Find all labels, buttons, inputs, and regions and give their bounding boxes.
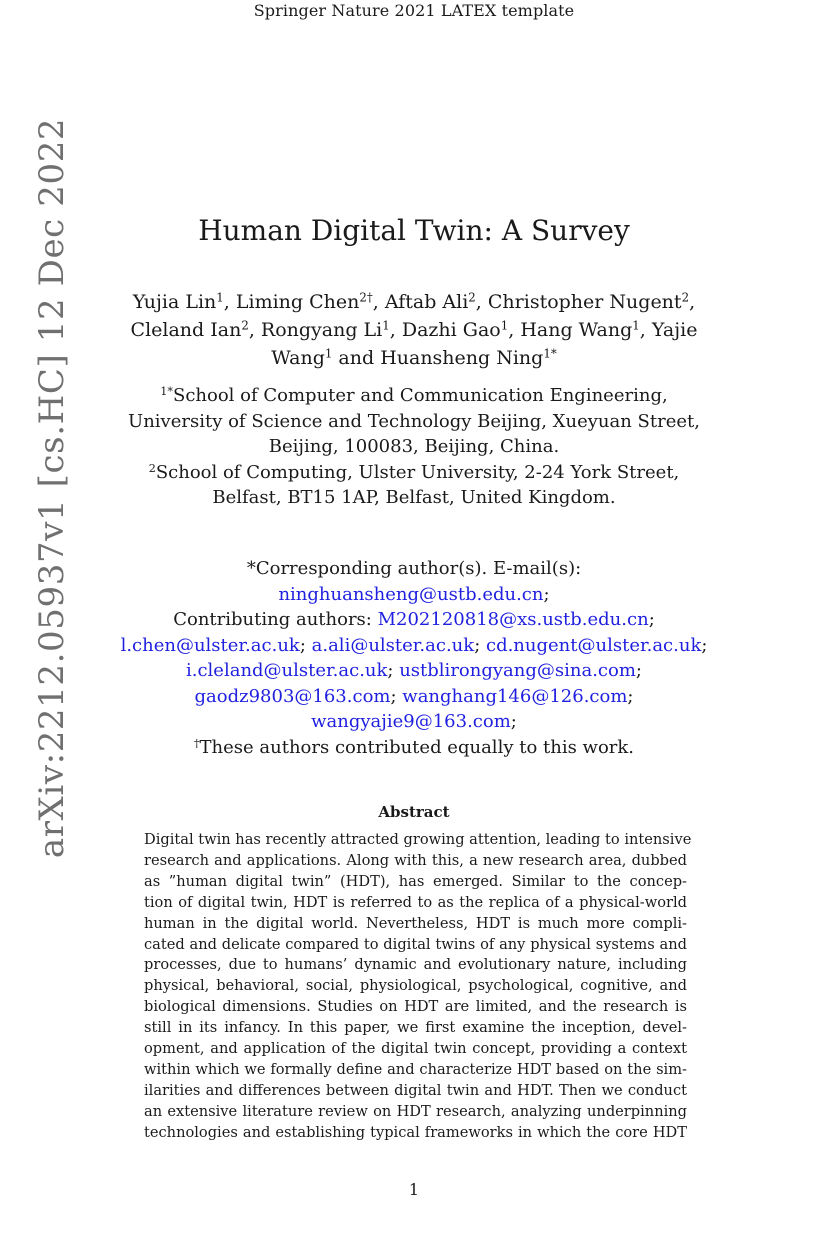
author-name: Christopher Nugent [487,291,682,313]
abstract-line: cated and delicate compared to digital twins of any physical systems and [144,935,687,953]
running-header [0,1,828,20]
author-name: Liming Chen [235,291,360,313]
author-name: Yujia Lin [132,291,217,313]
author-affiliation-mark: 2 [681,290,690,305]
author-affiliation-mark: 1 [500,318,509,333]
author-affiliation-mark: 2 [241,318,249,333]
author-name: Huansheng Ning [380,347,544,369]
abstract-line: research and applications. Along with this, a new research area, dubbed [144,851,687,869]
running-header-text: Springer Nature 2021 LATEX template [253,1,575,20]
author-name: Aftab Ali [384,291,469,313]
abstract-heading: Abstract [378,803,450,821]
abstract-line: as ”human digital twin” (HDT), has emerged. Similar to the concep- [144,872,687,890]
author-list: Yujia Lin$^1$, Liming Chen$^{2\dagger}$, Aftab Ali$^2$, Christopher Nugent$^2$, Cleland Ian$^2$, Rongyang Li$^1$, Dazhi Gao$^1$, Hang Wang$^1$, Yajie Wang$^1$ and Huansheng Ning$^{1*}$ [130,290,698,369]
abstract-line: an extensive literature review on HDT research, analyzing underpinning [144,1102,687,1120]
contributor-email-link[interactable]: a.ali@ulster.ac.uk [311,634,475,656]
affiliation-text: School of Computing, Ulster University, 2-24 York Street, [155,461,680,483]
author-affiliation-mark: 1 [632,318,640,333]
arxiv-identifier: arXiv:2212.05937v1 [cs.HC] 12 Dec 2022 [32,117,72,859]
affiliation-line [100,460,728,486]
contributing-label: Contributing authors: [173,609,372,630]
abstract-line: technologies and establishing typical frameworks in which the core HDT [144,1123,687,1141]
dagger-mark: † [193,736,200,750]
abstract-line: physical, behavioral, social, physiological, psychological, cognitive, and [144,977,687,995]
affiliations [100,383,728,511]
contributor-email-link[interactable]: wanghang146@126.com [402,685,628,707]
author-affiliation-mark: 1 [324,346,333,361]
abstract-line: ilarities and differences between digital twin and HDT. Then we conduct [144,1081,687,1099]
corresponding-email-link[interactable]: ninghuansheng@ustb.edu.cn [278,583,544,605]
affiliation-mark: 2 [148,461,156,475]
author-name: Rongyang Li [260,319,383,341]
equal-contribution-text: These authors contributed equally to this work. [199,736,635,758]
affiliation-text: School of Computer and Communication Engineering, [172,385,668,406]
affiliation-line: University of Science and Technology Beijing, Xueyuan Street, [128,410,700,432]
author-affiliation-mark: 1 [382,318,390,333]
contributor-email-link[interactable]: l.chen@ulster.ac.uk [120,634,300,656]
equal-contribution-note [80,735,748,761]
contributor-email-link[interactable]: wangyajie9@163.com [311,711,511,732]
contributor-email-link[interactable]: cd.nugent@ulster.ac.uk [485,634,702,656]
author-affiliation-mark: 2 [468,290,476,305]
page-number: 1 [408,1180,420,1199]
author-name: Cleland Ian [130,319,242,341]
contributor-email-link[interactable]: ustblirongyang@sina.com [399,660,636,681]
abstract-line: processes, due to humans’ dynamic and evolutionary nature, including [144,956,687,974]
affiliation-line: Belfast, BT15 1AP, Belfast, United Kingdom. [212,487,616,508]
author-name: Yajie Wang [271,319,698,369]
abstract-line: tion of digital twin, HDT is referred to as the replica of a physical-world [144,893,687,911]
affiliation-line [100,383,728,409]
abstract-line: within which we formally define and characterize HDT based on the sim- [144,1060,687,1078]
author-name: Dazhi Gao [401,319,501,341]
abstract-line: opment, and application of the digital twin concept, providing a context [144,1040,687,1058]
abstract-body [144,830,692,1144]
affiliation-line: Beijing, 100083, Beijing, China. [268,436,560,457]
abstract-line: biological dimensions. Studies on HDT are limited, and the research is [144,998,687,1016]
abstract-line: human in the digital world. Nevertheless, HDT is much more compli- [144,914,687,932]
corresponding-label: *Corresponding author(s). E-mail(s): [246,558,582,579]
abstract-line: Digital twin has recently attracted growing attention, leading to intensive [144,831,692,848]
affiliation-mark: 1* [160,384,173,398]
author-name: Hang Wang [520,319,633,341]
abstract-line: still in its infancy. In this paper, we first examine the inception, devel- [144,1019,687,1037]
paper-title: Human Digital Twin: A Survey [198,214,630,247]
author-affiliation-mark: 2† [359,290,373,305]
correspondence-block: *Corresponding author(s). E-mail(s): ninghuansheng@ustb.edu.cn; Contributing authors: M202120818@xs.ustb.edu.cn; l.chen@ulster.ac.uk; a.ali@ulster.ac.uk; cd.nugent@ulster.ac.uk; i.cleland@ulster.ac.uk; ustblirongyang@sina.com; gaodz9803@163.com; wanghang146@126.com; wangyajie9@163.com; †These authors contributed equally to this work. [80,556,748,760]
author-affiliation-mark: 1* [543,346,557,361]
contributor-email-link[interactable]: M202120818@xs.ustb.edu.cn [377,609,649,630]
contributor-email-link[interactable]: i.cleland@ulster.ac.uk [185,660,388,681]
contributor-email-link[interactable]: gaodz9803@163.com [194,685,391,707]
author-affiliation-mark: 1 [216,290,224,305]
